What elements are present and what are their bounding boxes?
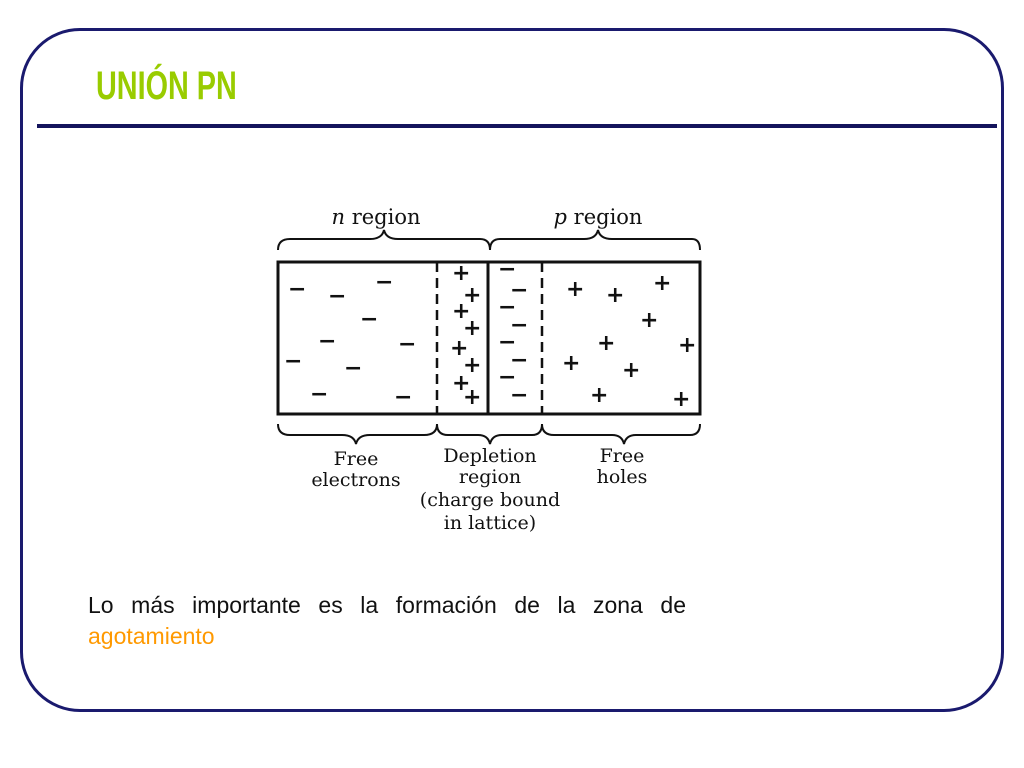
electron-sign: − (328, 284, 347, 309)
title-divider (37, 124, 997, 128)
pn-junction-diagram (260, 192, 730, 552)
hole-sign: + (562, 351, 581, 376)
ion-sign: + (452, 371, 471, 396)
page-title: UNIÓN PN (96, 64, 237, 108)
caption-text: Lo más importante es la formación de la zona de (88, 592, 686, 618)
electron-sign: − (288, 277, 307, 302)
ion-sign: − (498, 295, 517, 320)
ion-sign: − (498, 257, 517, 282)
n-region-label: n region (331, 205, 421, 229)
electron-sign: − (398, 332, 417, 357)
ion-sign: − (510, 278, 529, 303)
p-region-label: p region (553, 205, 643, 229)
ion-sign: + (463, 353, 482, 378)
ion-sign: + (463, 283, 482, 308)
electron-sign: − (360, 307, 379, 332)
ion-sign: + (450, 336, 469, 361)
caption-highlight: agotamiento (88, 623, 215, 649)
p-region-brace (490, 230, 700, 250)
depletion-negative-ions (498, 257, 528, 408)
label-line: (charge bound (419, 489, 561, 511)
ion-sign: − (510, 313, 529, 338)
hole-sign: + (590, 383, 609, 408)
hole-sign: + (653, 271, 672, 296)
label-line: Free (333, 448, 379, 470)
label-line: in lattice) (443, 512, 537, 534)
n-region-brace (278, 230, 490, 250)
electron-sign: − (318, 329, 337, 354)
hole-sign: + (597, 331, 616, 356)
ion-sign: − (510, 383, 529, 408)
depletion-region-brace (437, 424, 542, 444)
ion-sign: + (452, 299, 471, 324)
label-line: electrons (311, 469, 401, 491)
free-electrons-brace (278, 424, 437, 444)
ion-sign: + (452, 261, 471, 286)
electron-sign: − (284, 349, 303, 374)
label-line: Depletion (443, 445, 537, 467)
label-line: Free (599, 445, 645, 467)
hole-sign: + (566, 277, 585, 302)
hole-sign: + (606, 283, 625, 308)
free-holes-label (597, 445, 648, 488)
ion-sign: − (498, 365, 517, 390)
electron-sign: − (310, 382, 329, 407)
free-electrons (284, 270, 416, 410)
slide-caption (88, 590, 686, 652)
free-holes-brace (542, 424, 700, 444)
hole-sign: + (678, 333, 697, 358)
free-holes (562, 271, 696, 412)
ion-sign: − (510, 348, 529, 373)
electron-sign: − (344, 356, 363, 381)
depletion-region-label (420, 445, 560, 534)
electron-sign: − (394, 385, 413, 410)
ion-sign: + (463, 316, 482, 341)
hole-sign: + (622, 358, 641, 383)
free-electrons-label (311, 448, 400, 491)
label-line: region (458, 466, 522, 488)
ion-sign: + (463, 385, 482, 410)
hole-sign: + (640, 308, 659, 333)
label-line: holes (596, 466, 648, 488)
electron-sign: − (375, 270, 394, 295)
depletion-positive-ions (450, 261, 481, 410)
hole-sign: + (672, 387, 691, 412)
ion-sign: − (498, 330, 517, 355)
